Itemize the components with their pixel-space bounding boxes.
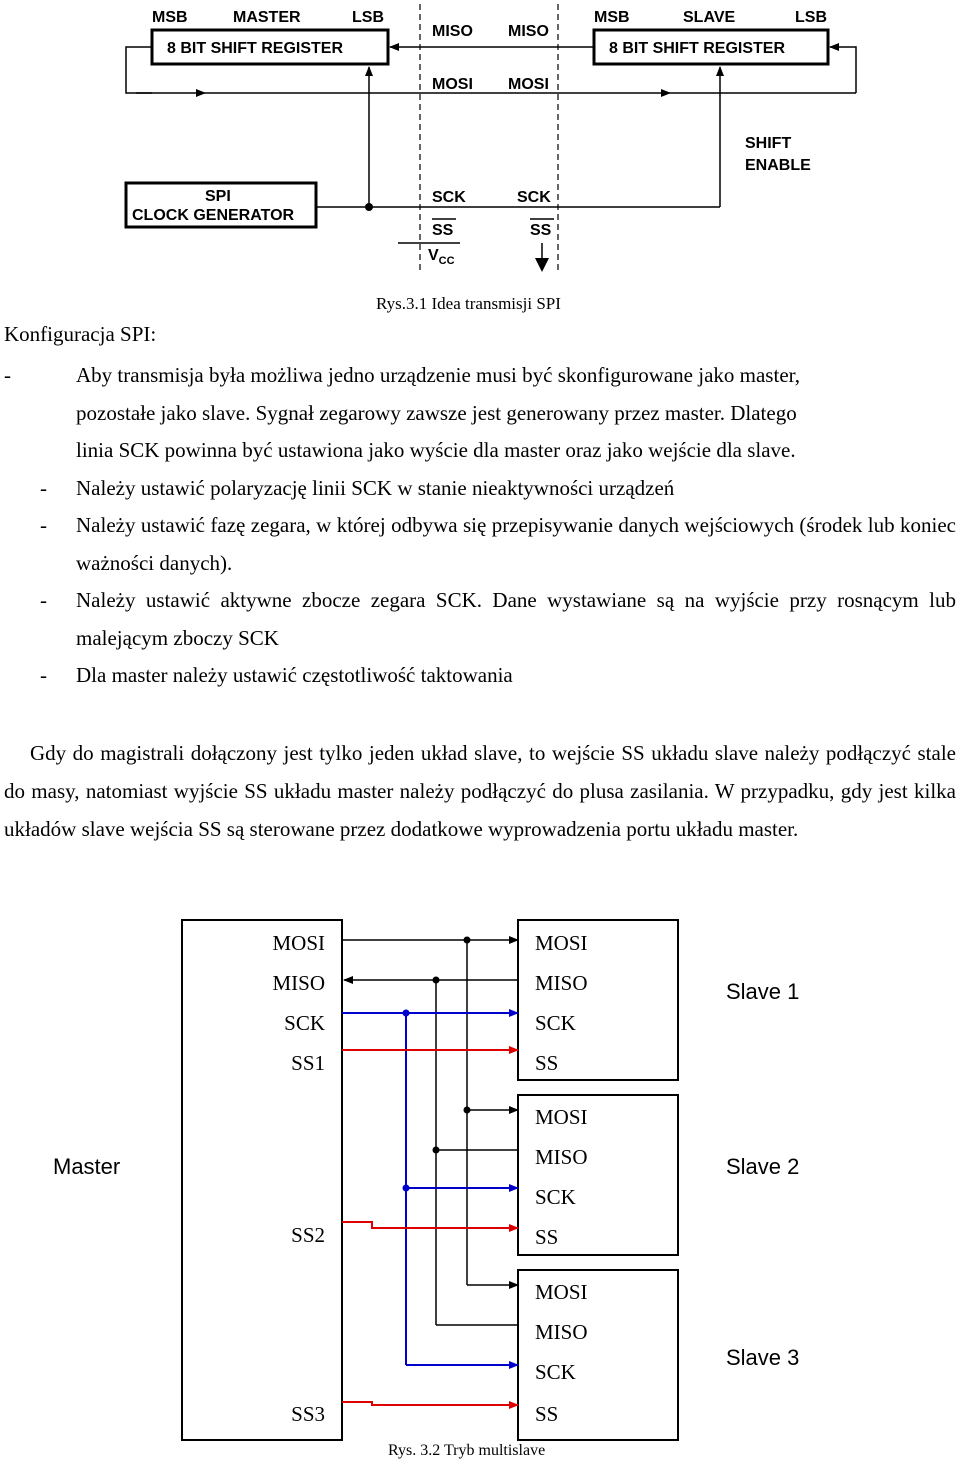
master-mosi-label: MOSI	[272, 931, 325, 955]
shift-enable-label-2: ENABLE	[745, 157, 811, 174]
slave-miso-pin: MISO	[508, 23, 549, 40]
slave-title-label: SLAVE	[683, 9, 736, 26]
slave-1-ss: SS	[535, 1051, 559, 1075]
bullet-5: - Dla master należy ustawić częstotliwość taktowania	[40, 663, 513, 687]
figure1-caption: Rys.3.1 Idea transmisji SPI	[376, 294, 561, 313]
slave-2-mosi: MOSI	[535, 1105, 588, 1129]
config-heading: Konfiguracja SPI:	[4, 322, 157, 346]
ground-arrow-icon	[535, 258, 549, 272]
master-register-label: 8 BIT SHIFT REGISTER	[167, 40, 344, 57]
slave-2-ss: SS	[535, 1225, 559, 1249]
bullet-1-cont-2: linia SCK powinna być ustawiona jako wyście dla master oraz jako wejście dla slave.	[76, 438, 796, 462]
ss2-line	[342, 1222, 518, 1228]
master-sck-pin: SCK	[432, 189, 466, 206]
slave-2-sck: SCK	[535, 1185, 576, 1209]
clock-gen-label-2: CLOCK GENERATOR	[132, 207, 295, 224]
slave-1-sck: SCK	[535, 1011, 576, 1035]
ss3-line	[342, 1402, 518, 1405]
master-msb-label: MSB	[152, 9, 188, 26]
slave-3-ss: SS	[535, 1402, 559, 1426]
slave-sck-pin: SCK	[517, 189, 551, 206]
master-title-label: MASTER	[233, 9, 301, 26]
slave-register-label: 8 BIT SHIFT REGISTER	[609, 40, 786, 57]
spi-idea-diagram	[0, 0, 960, 290]
bullet-1: - Aby transmisja była możliwa jedno urządzenie musi być skonfigurowane jako master,	[4, 363, 801, 387]
master-ss3-label: SS3	[291, 1402, 325, 1426]
slave-1-mosi: MOSI	[535, 931, 588, 955]
bullet-2: - Należy ustawić polaryzację linii SCK w stanie nieaktywności urządzeń	[40, 475, 675, 500]
slave-mosi-pin: MOSI	[508, 76, 549, 93]
master-ss-pin: SS	[432, 222, 454, 239]
slave-2-label: Slave 2	[726, 1154, 800, 1179]
bullet-3: - Należy ustawić fazę zegara, w której odbywa się przepisywanie danych wejściowych (środek lub koniec ważności danych).	[40, 513, 956, 575]
master-lsb-label: LSB	[352, 9, 384, 26]
slave-3-label: Slave 3	[726, 1345, 800, 1370]
master-mosi-pin: MOSI	[432, 76, 473, 93]
shift-enable-label-1: SHIFT	[745, 135, 792, 152]
vcc-label: $V_{CC}$	[428, 247, 455, 267]
slave-3-sck: SCK	[535, 1360, 576, 1384]
master-sck-label: SCK	[284, 1011, 325, 1035]
clock-gen-label-1: SPI	[205, 188, 231, 205]
slave-3-mosi: MOSI	[535, 1280, 588, 1304]
master-ss1-label: SS1	[291, 1051, 325, 1075]
figure2-caption: Rys. 3.2 Tryb multislave	[388, 1442, 546, 1459]
slave-lsb-label: LSB	[795, 9, 827, 26]
master-box	[182, 920, 342, 1440]
master-label: Master	[53, 1154, 121, 1179]
master-miso-pin: MISO	[432, 23, 473, 40]
multislave-diagram	[0, 900, 960, 1468]
bullet-1-cont: pozostałe jako slave. Sygnał zegarowy zawsze jest generowany przez master. Dlatego	[76, 400, 797, 425]
master-miso-label: MISO	[272, 971, 325, 995]
single-slave-paragraph: Gdy do magistrali dołączony jest tylko jeden układ slave, to wejście SS układu slave należy podłączyć stale do masy, natomiast wyjście SS układu master należy podłączyć do plusa zasilania. W przypadku, gdy jest kilka układów slave wejścia SS są sterowane przez dodatkowe wyprowadzenia portu układu master.	[4, 741, 956, 841]
slave-msb-label: MSB	[594, 9, 630, 26]
master-ss2-label: SS2	[291, 1223, 325, 1247]
slave-ss-pin: SS	[530, 222, 552, 239]
slave-3-miso: MISO	[535, 1320, 588, 1344]
bullet-4: - Należy ustawić aktywne zbocze zegara SCK. Dane wystawiane są na wyjście przy rosnącym lub malejącym zboczy SCK	[40, 588, 956, 650]
slave-2-miso: MISO	[535, 1145, 588, 1169]
slave-1-miso: MISO	[535, 971, 588, 995]
config-bullet-list	[4, 357, 956, 695]
slave-1-label: Slave 1	[726, 979, 800, 1004]
